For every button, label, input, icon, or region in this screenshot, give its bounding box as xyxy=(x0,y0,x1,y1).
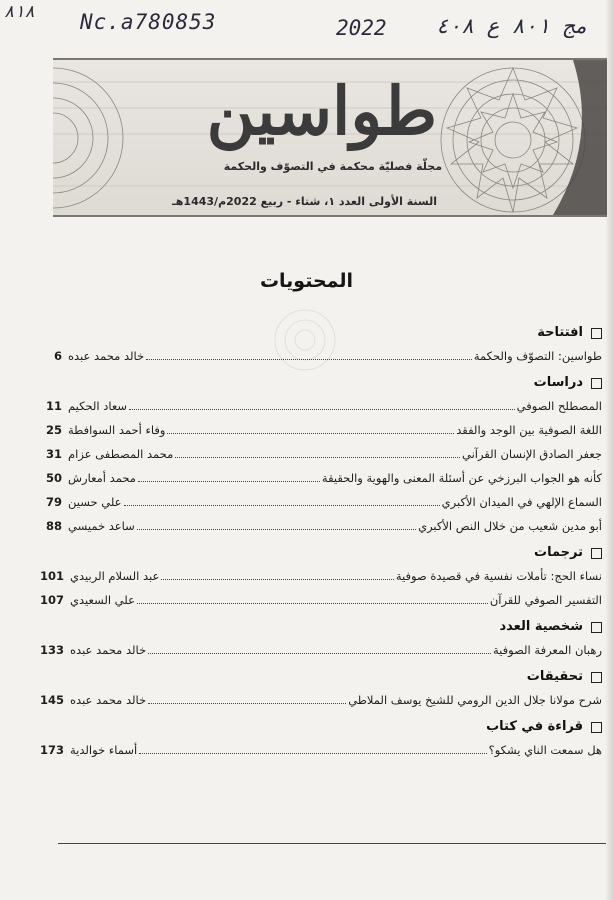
dot-leader xyxy=(139,753,486,754)
toc-section-title xyxy=(40,666,602,688)
entry-title: التفسير الصوفي للقرآن xyxy=(489,593,602,607)
entry-title: رهبان المعرفة الصوفية xyxy=(493,643,602,657)
entry-page-number: 6 xyxy=(53,349,62,363)
entry-page-number: 107 xyxy=(40,593,65,607)
dot-leader xyxy=(137,603,488,604)
toc-section-title xyxy=(40,716,602,738)
entry-title: طواسين: التصوّف والحكمة xyxy=(473,349,602,363)
checkbox-square-icon xyxy=(591,548,602,559)
entry-page-number: 50 xyxy=(45,471,62,485)
entry-author: علي حسين xyxy=(68,495,122,509)
dot-leader xyxy=(148,703,346,704)
entry-author: سعاد الحكيم xyxy=(68,399,128,413)
toc-entry xyxy=(40,688,602,712)
checkbox-square-icon xyxy=(591,378,602,389)
entry-title: السماع الإلهي في الميدان الأكبري xyxy=(441,495,602,509)
table-of-contents xyxy=(40,322,602,766)
footer-divider xyxy=(58,843,606,844)
toc-section-title xyxy=(40,322,602,344)
entry-author: خالد محمد عبده xyxy=(70,693,147,707)
entry-page-number: 133 xyxy=(40,643,65,657)
dot-leader xyxy=(161,579,393,580)
toc-section-title xyxy=(40,616,602,638)
entry-page-number: 31 xyxy=(45,447,62,461)
entry-author: ساعد خميسي xyxy=(68,519,135,533)
handwritten-volume-numbers: مج ٨٠١ ع ٤٠٨ xyxy=(436,14,588,38)
toc-entry xyxy=(40,466,602,490)
checkbox-square-icon xyxy=(591,622,602,633)
entry-author: وفاء أحمد السوافطة xyxy=(68,423,166,437)
entry-page-number: 101 xyxy=(40,569,65,583)
toc-entry xyxy=(40,490,602,514)
dot-leader xyxy=(148,653,491,654)
contents-heading: المحتويات xyxy=(259,270,354,292)
dot-leader xyxy=(124,505,440,506)
toc-section xyxy=(40,666,602,712)
dot-leader xyxy=(138,481,320,482)
entry-title: أبو مدين شعيب من خلال النص الأكبري xyxy=(418,519,602,533)
dot-leader xyxy=(137,529,416,530)
toc-entry xyxy=(40,344,602,368)
page-edge-shadow xyxy=(605,0,613,900)
issue-info: السنة الأولى العدد ١، شتاء - ربيع 2022م/1443هـ xyxy=(172,195,437,208)
toc-entry xyxy=(40,442,602,466)
section-title-text: افتتاحة xyxy=(537,325,583,340)
entry-title: جعفر الصادق الإنسان القرآني xyxy=(461,447,602,461)
toc-entry xyxy=(40,564,602,588)
dot-leader xyxy=(167,433,454,434)
section-title-text: شخصية العدد xyxy=(499,619,583,634)
entry-title: المصطلح الصوفي xyxy=(516,399,602,413)
dot-leader xyxy=(129,409,515,410)
entry-page-number: 173 xyxy=(40,743,65,757)
entry-title: كأنه هو الجواب البرزخي عن أسئلة المعنى والهوية والحقيقة xyxy=(321,471,602,485)
toc-entry xyxy=(40,588,602,612)
entry-author: عبد السلام الربيدي xyxy=(70,569,160,583)
entry-author: محمد أمعارش xyxy=(68,471,136,485)
entry-author: محمد المصطفى عزام xyxy=(68,447,174,461)
entry-author: أسماء خوالدية xyxy=(70,743,138,757)
entry-page-number: 25 xyxy=(45,423,62,437)
handwritten-catalog-code: Nc.a780853 xyxy=(80,10,217,34)
checkbox-square-icon xyxy=(591,328,602,339)
section-title-text: قراءة في كتاب xyxy=(486,719,583,734)
section-title-text: ترجمات xyxy=(534,545,583,560)
toc-entry xyxy=(40,738,602,762)
dot-leader xyxy=(146,359,472,360)
entry-title: شرح مولانا جلال الدين الرومي للشيخ يوسف الملاطي xyxy=(348,693,602,707)
handwritten-left-number: ٨١٨ xyxy=(4,2,35,22)
entry-page-number: 145 xyxy=(40,693,65,707)
toc-section xyxy=(40,616,602,662)
toc-section xyxy=(40,322,602,368)
section-title-text: تحقيقات xyxy=(526,669,583,684)
dot-leader xyxy=(175,457,460,458)
entry-author: خالد محمد عبده xyxy=(70,643,147,657)
toc-entry xyxy=(40,394,602,418)
toc-section-title xyxy=(40,542,602,564)
journal-subtitle: مجلّة فصليّة محكمة في التصوّف والحكمة xyxy=(223,160,442,173)
toc-section xyxy=(40,542,602,612)
toc-section-title xyxy=(40,372,602,394)
entry-page-number: 11 xyxy=(45,399,62,413)
checkbox-square-icon xyxy=(591,672,602,683)
entry-author: علي السعيدي xyxy=(70,593,135,607)
entry-title: اللغة الصوفية بين الوجد والفقد xyxy=(456,423,602,437)
toc-section xyxy=(40,716,602,762)
toc-entry xyxy=(40,638,602,662)
toc-entry xyxy=(40,514,602,538)
entry-author: خالد محمد عبده xyxy=(68,349,145,363)
toc-entry xyxy=(40,418,602,442)
entry-page-number: 88 xyxy=(45,519,62,533)
entry-title: هل سمعت الناي يشكو؟ xyxy=(488,743,602,757)
section-title-text: دراسات xyxy=(533,375,583,390)
entry-page-number: 79 xyxy=(45,495,62,509)
toc-section xyxy=(40,372,602,538)
journal-header-banner xyxy=(53,58,607,217)
journal-logo-title: طواسين xyxy=(206,72,437,150)
handwritten-year: 2022 xyxy=(336,16,387,40)
checkbox-square-icon xyxy=(591,722,602,733)
entry-title: نساء الحج: تأملات نفسية في قصيدة صوفية xyxy=(395,569,602,583)
